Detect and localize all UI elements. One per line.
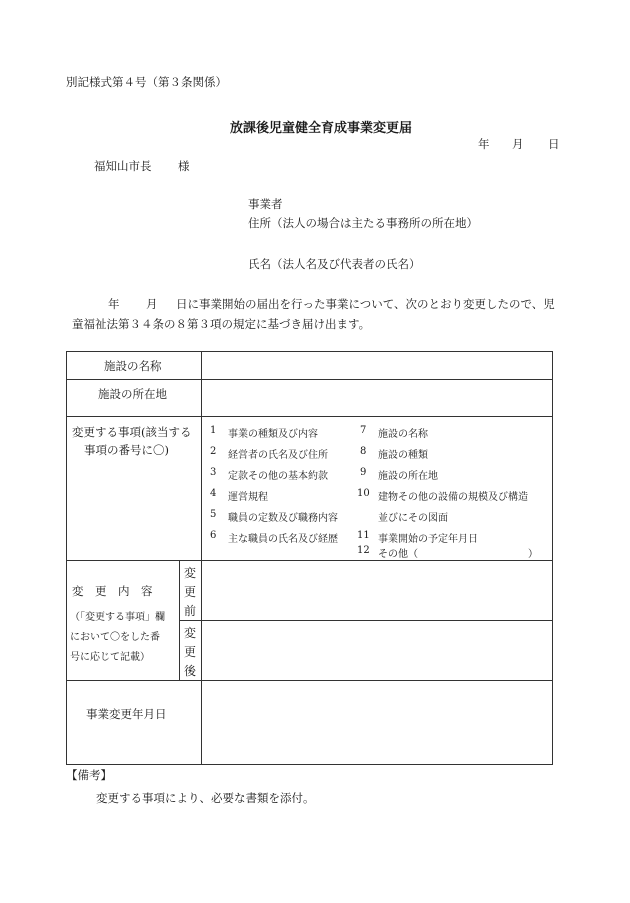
item-text: 定款その他の基本約款 — [228, 471, 328, 482]
applicant-heading: 事業者 — [248, 197, 283, 211]
addressee-name: 福知山市長 — [94, 159, 152, 173]
item-text: 経営者の氏名及び住所 — [228, 450, 328, 461]
item-no: 12 — [357, 545, 370, 556]
applicant-name-label: 氏名（法人名及び代表者の氏名） — [248, 257, 421, 271]
item-no: 7 — [360, 425, 367, 436]
change-items-label-1: 変更する事項(該当する — [72, 425, 192, 439]
item-no: 1 — [210, 425, 217, 436]
form-label: 別記様式第４号（第３条関係） — [66, 75, 227, 89]
body-year: 年 — [108, 297, 120, 311]
facility-name-label: 施設の名称 — [104, 359, 162, 373]
item-text: 事業開始の予定年月日 — [378, 534, 478, 545]
item-no: 10 — [357, 488, 370, 499]
remarks-heading: 【備考】 — [66, 768, 112, 782]
item-text: 施設の種類 — [378, 450, 428, 461]
item-no: 2 — [210, 446, 217, 457]
body-month: 月 — [146, 297, 158, 311]
item-no: 4 — [210, 488, 217, 499]
addressee-honorific: 様 — [178, 159, 190, 173]
applicant-address-label: 住所（法人の場合は主たる事務所の所在地） — [248, 216, 478, 230]
item-no: 11 — [357, 530, 370, 541]
before-char: 更 — [183, 585, 196, 599]
item-text: 並びにその図面 — [378, 513, 448, 524]
item-other-close: ） — [528, 549, 538, 560]
item-no: 6 — [210, 530, 217, 541]
item-no: 3 — [210, 467, 217, 478]
item-text: その他（ — [378, 549, 418, 560]
date-day: 日 — [548, 137, 560, 151]
item-no: 8 — [360, 446, 367, 457]
before-char: 前 — [183, 604, 196, 618]
date-year: 年 — [478, 137, 490, 151]
item-text: 運営規程 — [228, 492, 268, 503]
change-content-note-1: （「変更する事項」欄 — [70, 612, 165, 623]
change-date-label: 事業変更年月日 — [86, 707, 167, 721]
item-no: 5 — [210, 509, 217, 520]
body-line2: 童福祉法第３４条の８第３項の規定に基づき届け出ます。 — [72, 317, 371, 331]
after-char: 変 — [183, 626, 196, 640]
item-no: 9 — [360, 467, 367, 478]
before-char: 変 — [183, 566, 196, 580]
change-items-label-2: 事項の番号に〇) — [84, 443, 169, 457]
item-text: 施設の名称 — [378, 429, 428, 440]
item-text: 主な職員の氏名及び経歴 — [228, 534, 338, 545]
item-text: 職員の定数及び職務内容 — [228, 513, 338, 524]
change-content-note-3: 号に応じて記載） — [70, 652, 150, 663]
item-text: 施設の所在地 — [378, 471, 438, 482]
change-content-note-2: において〇をした番 — [70, 632, 160, 643]
remarks-text: 変更する事項により、必要な書類を添付。 — [96, 791, 315, 805]
item-text: 建物その他の設備の規模及び構造 — [378, 492, 528, 503]
item-text: 事業の種類及び内容 — [228, 429, 318, 440]
after-char: 更 — [183, 645, 196, 659]
body-line1: 日に事業開始の届出を行った事業について、次のとおり変更したので、児 — [176, 297, 555, 311]
document-title: 放課後児童健全育成事業変更届 — [230, 121, 413, 136]
facility-location-label: 施設の所在地 — [98, 387, 167, 401]
after-char: 後 — [183, 664, 196, 678]
date-month: 月 — [512, 137, 524, 151]
change-content-label: 変 更 内 容 — [72, 584, 153, 598]
